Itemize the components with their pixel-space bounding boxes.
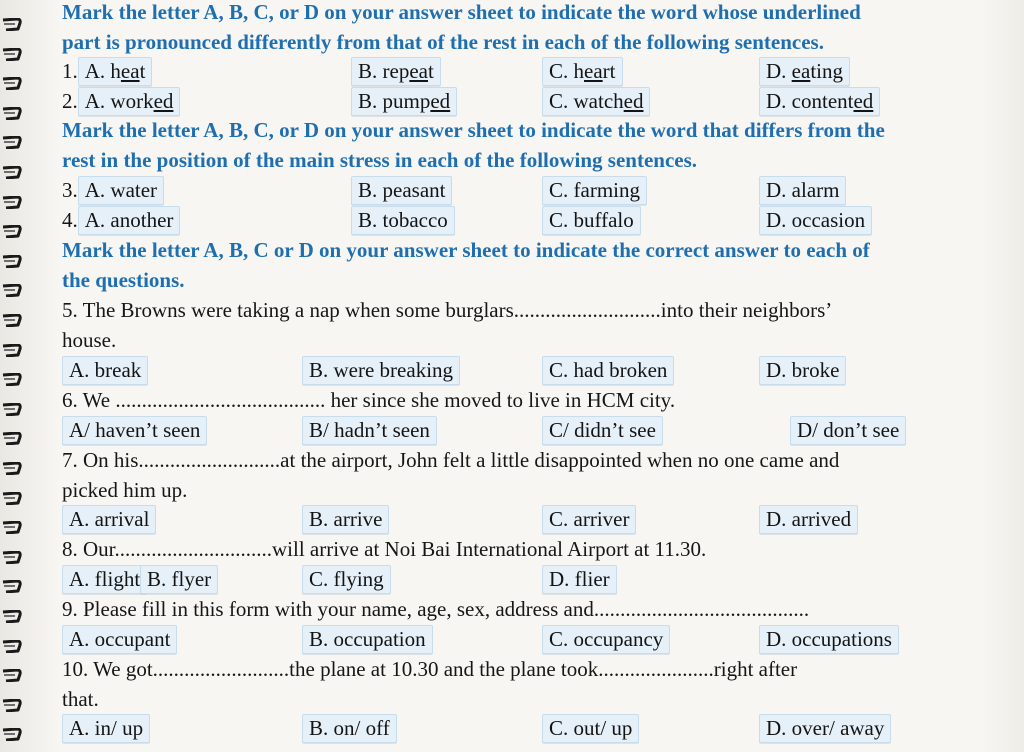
question-1-option-a[interactable]: 1. A. heat <box>62 56 152 86</box>
question-7-text-line-2: picked him up. <box>62 478 188 502</box>
question-5-option-b[interactable]: B. were breaking <box>302 355 460 385</box>
question-3-option-b[interactable]: B. peasant <box>351 175 452 205</box>
question-5-option-a[interactable]: A. break <box>62 355 148 385</box>
question-6-option-c[interactable]: C/ didn’t see <box>542 415 663 445</box>
pronunciation-instruction-line-2: part is pronounced differently from that of the rest in each of the following sentences. <box>62 30 824 54</box>
question-2-option-b[interactable]: B. pumped <box>351 86 457 116</box>
question-10-option-c[interactable]: C. out/ up <box>542 713 639 743</box>
question-8-text-line-1: 8. Our..............................will arrive at Noi Bai International Airport at 11.30. <box>62 537 707 561</box>
binding-ring-icon <box>2 462 22 475</box>
stress-instruction-line-2: rest in the position of the main stress in each of the following sentences. <box>62 148 698 172</box>
question-6-option-d[interactable]: D/ don’t see <box>790 415 906 445</box>
question-4-option-a[interactable]: 4. A. another <box>62 205 180 235</box>
question-5-option-c[interactable]: C. had broken <box>542 355 674 385</box>
pronunciation-instruction-line-1: Mark the letter A, B, C, or D on your answer sheet to indicate the word whose underlined <box>62 0 861 24</box>
question-6-option-b[interactable]: B/ hadn’t seen <box>302 415 437 445</box>
question-10-text-line-2: that. <box>62 687 99 711</box>
question-10-option-d[interactable]: D. over/ away <box>759 713 891 743</box>
binding-ring-icon <box>2 551 22 564</box>
binding-ring-icon <box>2 492 22 505</box>
worksheet-content <box>62 0 1022 752</box>
question-7-text-line-1: 7. On his...........................at the airport, John felt a little disappointed when no one came and <box>62 448 840 472</box>
binding-ring-icon <box>2 48 22 61</box>
question-8-option-d[interactable]: D. flier <box>542 564 617 594</box>
correct-answer-instruction-line-2: the questions. <box>62 268 185 292</box>
question-7-option-a[interactable]: A. arrival <box>62 504 156 534</box>
question-5-text-line-1: 5. The Browns were taking a nap when some burglars............................into their neighbors’ <box>62 298 833 322</box>
stress-instruction-line-1: Mark the letter A, B, C, or D on your answer sheet to indicate the word that differs from the <box>62 118 885 142</box>
binding-ring-icon <box>2 640 22 653</box>
question-10-option-a[interactable]: A. in/ up <box>62 713 150 743</box>
question-1-option-b[interactable]: B. repeat <box>351 56 441 86</box>
question-3-option-d[interactable]: D. alarm <box>759 175 846 205</box>
binding-ring-icon <box>2 18 22 31</box>
binding-ring-icon <box>2 136 22 149</box>
question-7-option-c[interactable]: C. arriver <box>542 504 636 534</box>
binding-ring-icon <box>2 77 22 90</box>
question-7-option-b[interactable]: B. arrive <box>302 504 389 534</box>
binding-ring-icon <box>2 107 22 120</box>
binding-ring-icon <box>2 521 22 534</box>
question-7-option-d[interactable]: D. arrived <box>759 504 858 534</box>
question-2-option-c[interactable]: C. watched <box>542 86 650 116</box>
binding-ring-icon <box>2 728 22 741</box>
binding-ring-icon <box>2 699 22 712</box>
binding-ring-icon <box>2 580 22 593</box>
question-4-number: 4. <box>62 208 78 232</box>
question-9-option-d[interactable]: D. occupations <box>759 624 899 654</box>
question-3-number: 3. <box>62 178 78 202</box>
binding-ring-icon <box>2 403 22 416</box>
question-9-option-b[interactable]: B. occupation <box>302 624 433 654</box>
binding-ring-icon <box>2 166 22 179</box>
question-10-option-b[interactable]: B. on/ off <box>302 713 397 743</box>
question-2-option-a[interactable]: 2. A. worked <box>62 86 180 116</box>
binding-ring-icon <box>2 344 22 357</box>
question-6-option-a[interactable]: A/ haven’t seen <box>62 415 207 445</box>
question-9-option-a[interactable]: A. occupant <box>62 624 177 654</box>
question-1-option-d[interactable]: D. eating <box>759 56 850 86</box>
binding-ring-icon <box>2 669 22 682</box>
binding-ring-icon <box>2 196 22 209</box>
question-9-option-c[interactable]: C. occupancy <box>542 624 670 654</box>
binding-ring-icon <box>2 225 22 238</box>
binding-ring-icon <box>2 373 22 386</box>
question-8-option-b[interactable]: B. flyer <box>140 564 218 594</box>
question-3-option-a[interactable]: 3. A. water <box>62 175 164 205</box>
question-5-text-line-2: house. <box>62 328 117 352</box>
question-4-option-d[interactable]: D. occasion <box>759 205 872 235</box>
question-8-option-c[interactable]: C. flying <box>302 564 391 594</box>
binding-ring-icon <box>2 314 22 327</box>
question-4-option-b[interactable]: B. tobacco <box>351 205 455 235</box>
question-2-number: 2. <box>62 89 78 113</box>
correct-answer-instruction-line-1: Mark the letter A, B, C or D on your answer sheet to indicate the correct answer to each of <box>62 238 870 262</box>
question-8-option-a[interactable]: A. flight <box>62 564 147 594</box>
question-6-text-line-1: 6. We ........................................ her since she moved to live in HCM city. <box>62 388 676 412</box>
question-1-option-c[interactable]: C. heart <box>542 56 623 86</box>
binding-ring-icon <box>2 610 22 623</box>
question-5-option-d[interactable]: D. broke <box>759 355 846 385</box>
question-10-text-line-1: 10. We got..........................the plane at 10.30 and the plane took......................right after <box>62 657 798 681</box>
question-1-number: 1. <box>62 59 78 83</box>
binding-ring-icon <box>2 255 22 268</box>
question-2-option-d[interactable]: D. contented <box>759 86 880 116</box>
spiral-binding <box>0 0 30 752</box>
binding-ring-icon <box>2 432 22 445</box>
question-9-text-line-1: 9. Please fill in this form with your name, age, sex, address and......................................... <box>62 597 810 621</box>
question-4-option-c[interactable]: C. buffalo <box>542 205 641 235</box>
binding-ring-icon <box>2 284 22 297</box>
question-3-option-c[interactable]: C. farming <box>542 175 647 205</box>
